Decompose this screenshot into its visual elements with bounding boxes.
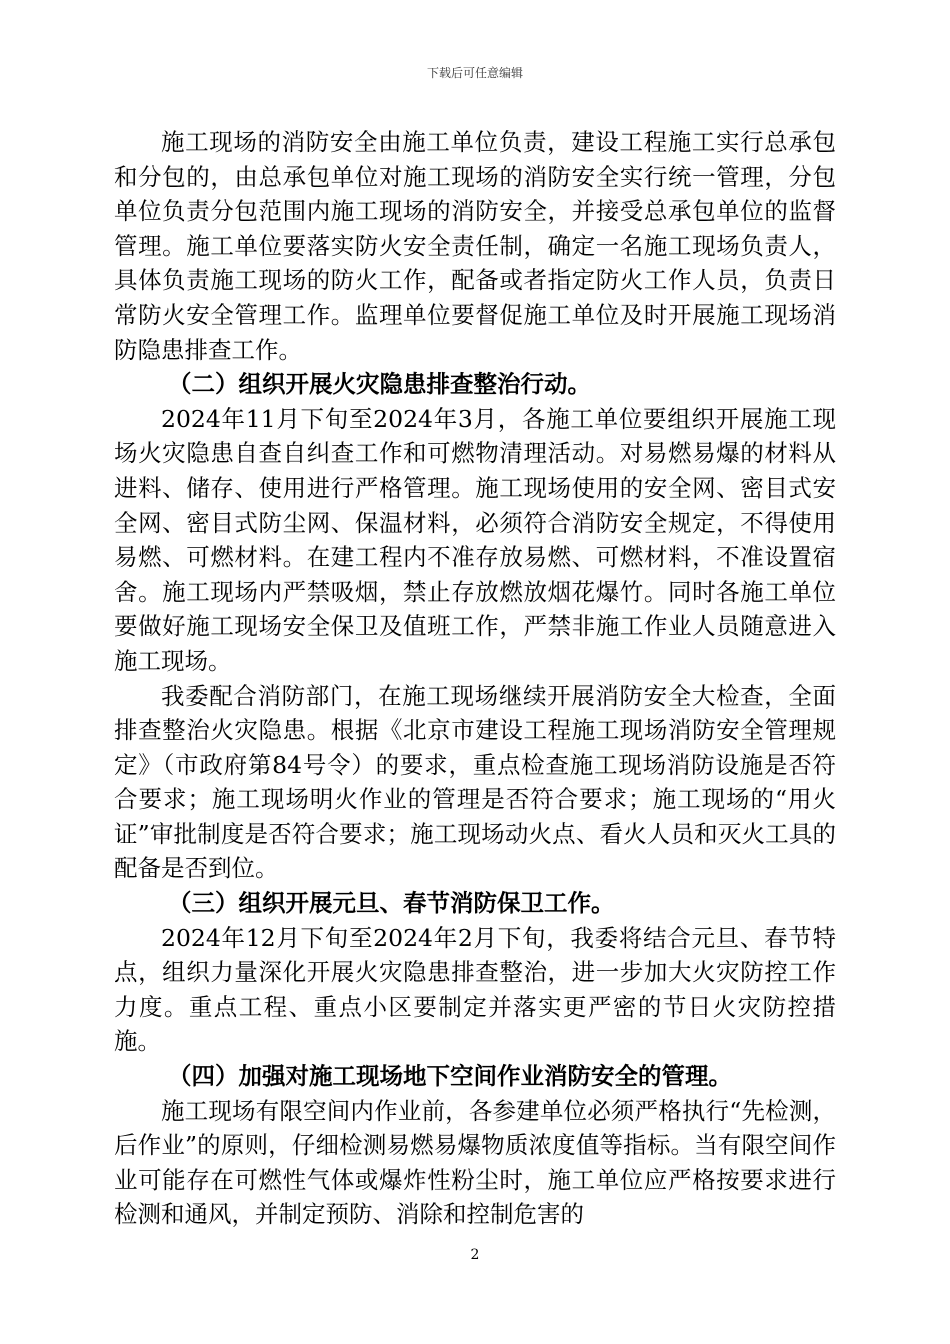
section-heading-3: （三）组织开展元旦、春节消防保卫工作。: [168, 889, 615, 918]
paragraph-hazard-inspection: 2024年11月下旬至2024年3月，各施工单位要组织开展施工现场火灾隐患自查自纠查工作和可燃物清理活动。对易燃易爆的材料从进料、储存、使用进行严格管理。施工现场使用的安全网、密目式安全网、密目式防尘网、保温材料，必须符合消防安全规定，不得使用易燃、可燃材料。在建工程内不准存放易燃、可燃材料，不准设置宿舍。施工现场内严禁吸烟，禁止存放燃放烟花爆竹。同时各施工单位要做好施工现场安全保卫及值班工作，严禁非施工作业人员随意进入施工现场。: [114, 404, 836, 675]
document-body: [114, 125, 836, 1232]
page-number: 2: [470, 1247, 480, 1263]
paragraph-holiday-security: 2024年12月下旬至2024年2月下旬，我委将结合元旦、春节特点，组织力量深化开展火灾隐患排查整治，进一步加大火灾防控工作力度。重点工程、重点小区要制定并落实更严密的节日火灾防控措施。: [114, 923, 836, 1056]
section-heading-4: （四）加强对施工现场地下空间作业消防安全的管理。: [168, 1062, 733, 1091]
section-heading-2: （二）组织开展火灾隐患排查整治行动。: [168, 370, 592, 399]
paragraph-confined-space: 施工现场有限空间内作业前，各参建单位必须严格执行“先检测，后作业”的原则，仔细检测易燃易爆物质浓度值等指标。当有限空间作业可能存在可燃性气体或爆炸性粉尘时，施工单位应严格按要求进行检测和通风，并制定预防、消除和控制危害的: [114, 1096, 836, 1229]
paragraph-fire-dept-inspection: 我委配合消防部门，在施工现场继续开展消防安全大检查，全面排查整治火灾隐患。根据《北京市建设工程施工现场消防安全管理规定》（市政府第84号令）的要求，重点检查施工现场消防设施是否符合要求；施工现场明火作业的管理是否符合要求；施工现场的“用火证”审批制度是否符合要求；施工现场动火点、看火人员和灭火工具的配备是否到位。: [114, 681, 836, 883]
paragraph-responsibility: 施工现场的消防安全由施工单位负责，建设工程施工实行总承包和分包的，由总承包单位对施工现场的消防安全实行统一管理，分包单位负责分包范围内施工现场的消防安全，并接受总承包单位的监督管理。施工单位要落实防火安全责任制，确定一名施工现场负责人，具体负责施工现场的防火工作，配备或者指定防火工作人员，负责日常防火安全管理工作。监理单位要督促施工单位及时开展施工现场消防隐患排查工作。: [114, 128, 836, 364]
page-header: 下载后可任意编辑: [426, 66, 523, 80]
